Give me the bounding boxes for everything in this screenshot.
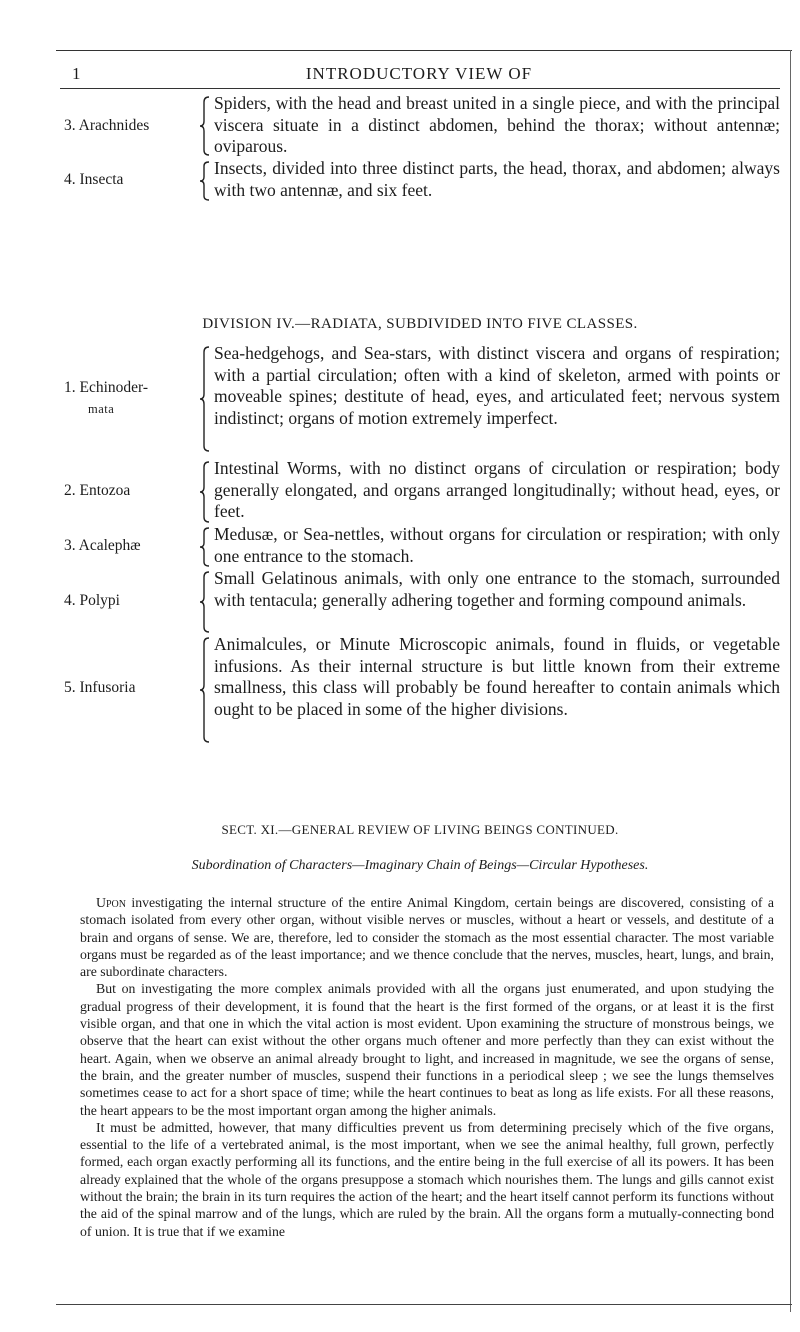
page-header	[58, 64, 780, 90]
left-brace-icon	[199, 527, 211, 567]
page-frame-bottom-rule	[56, 1304, 792, 1305]
page-frame-top-rule	[56, 50, 792, 51]
class-description: Insects, divided into three distinct parts, the head, thorax, and abdomen; always with two antennæ, and six feet.	[214, 158, 780, 200]
left-brace-icon	[199, 96, 211, 156]
class-description: Intestinal Worms, with no distinct organs of circulation or respiration; body generally elongated, and organs arranged longitudinally; without head, eyes, or feet.	[214, 458, 780, 522]
class-entry-infusoria	[64, 634, 780, 746]
class-description: Sea-hedgehogs, and Sea-stars, with distinct viscera and organs of respiration; with a partial circulation; often with a kind of skeleton, armed with points or moveable spines; destitute of head, eyes, and articulated feet; nervous system indistinct; organs of motion extremely imperfect.	[214, 343, 780, 428]
class-description: Medusæ, or Sea-nettles, without organs for circulation or respiration; with only one entrance to the stomach.	[214, 524, 780, 566]
paragraph: It must be admitted, however, that many difficulties prevent us from determining precisely which of the five organs, essential to the life of a vertebrated animal, is the most important, when we see the animal healthy, full grown, perfectly formed, each organ exactly performing all its functions, and the entire being in the full exercise of all its powers. It has been already explained that the whole of the organs presuppose a stomach which nourishes them. The lungs and gills cannot exist without the brain; the brain in its turn requires the action of the heart; and the heart itself cannot perform its functions without the aid of the spinal marrow and of the lungs, which are ruled by the brain. All the organs form a mutually-connecting bond of union. It is true that if we examine	[80, 1119, 774, 1239]
class-name-text: 4. Insecta	[64, 171, 124, 188]
left-brace-icon	[199, 461, 211, 523]
left-brace-icon	[199, 571, 211, 633]
class-name	[64, 169, 123, 190]
class-name-text: 1. Echinoder-	[64, 379, 149, 396]
left-brace-icon	[199, 161, 211, 201]
class-entry-acalephae	[64, 524, 780, 570]
class-name-text: 5. Infusoria	[64, 679, 136, 696]
paragraph: But on investigating the more complex animals provided with all the organs just enumerated, and upon studying the gradual progress of their development, it is found that the heart is the first formed of the organs, or at least it is the first visible organ, and that one in which the vital action is most evident. Upon examining the structure of monstrous beings, we observe that the heart can exist without the other organs much oftener and more perfectly than they can exist without the heart. Again, when we observe an animal already brought to light, and increased in magnitude, we see the organs of sense, the brain, and the greater number of muscles, suspend their functions in a periodical sleep ; we see the lungs themselves sometimes cease to act for a short space of time; while the heart continues to beat as long as life exists. For all these reasons, the heart appears to be the most important organ among the higher animals.	[80, 981, 774, 1118]
class-entry-echinodermata	[64, 343, 780, 455]
section-subtitle: Subordination of Characters—Imaginary Chain of Beings—Circular Hypotheses.	[191, 858, 649, 873]
class-entry-arachnides	[64, 93, 780, 159]
paragraph-text: investigating the internal structure of the entire Animal Kingdom, certain beings are discovered, consisting of a stomach isolated from every other organ, without visible nerves or muscles, without a heart or vessels, and destitute of a brain and organs of sense. We are, therefore, led to consider the stomach as the most essential character. The most variable organs must be regarded as of the least importance; and we thence conclude that the nerves, muscles, heart, lungs, and brain, are subordinate characters.	[80, 895, 775, 980]
class-name-text: 4. Polypi	[64, 592, 120, 609]
section-heading: SECT. XI.—GENERAL REVIEW OF LIVING BEINGS CONTINUED.	[221, 822, 619, 837]
page-frame-right-rule	[790, 50, 791, 1312]
opening-word: Upon	[96, 895, 126, 910]
header-rule	[60, 88, 780, 89]
left-brace-icon	[199, 637, 211, 743]
class-name	[64, 590, 120, 611]
class-entry-polypi	[64, 568, 780, 636]
body-text	[80, 894, 774, 1240]
paragraph	[80, 894, 774, 980]
class-name-text: 2. Entozoa	[64, 482, 131, 499]
class-description: Animalcules, or Minute Microscopic animals, found in fluids, or vegetable infusions. As their internal structure is but little known from their extreme smallness, this class will probably be found hereafter to contain animals which ought to be placed in some of the higher divisions.	[214, 634, 780, 719]
running-title: INTRODUCTORY VIEW OF	[305, 64, 533, 83]
left-brace-icon	[199, 346, 211, 452]
class-name	[64, 115, 149, 136]
class-description: Small Gelatinous animals, with only one entrance to the stomach, surrounded with tentacula; generally adhering together and forming compound animals.	[214, 568, 780, 610]
class-name	[64, 480, 130, 501]
class-entry-insecta	[64, 158, 780, 204]
page-number: 1	[72, 64, 81, 83]
class-name	[64, 377, 148, 420]
class-name-text: 3. Acalephæ	[64, 537, 141, 554]
class-entry-entozoa	[64, 458, 780, 526]
class-name	[64, 535, 141, 556]
class-name-continuation: mata	[88, 402, 115, 416]
class-name	[64, 677, 135, 698]
class-description: Spiders, with the head and breast united in a single piece, and with the principal viscera situate in a distinct abdomen, behind the thorax; without antennæ; oviparous.	[214, 93, 780, 157]
class-name-text: 3. Arachnides	[64, 117, 150, 134]
division-heading: DIVISION IV.—RADIATA, SUBDIVIDED INTO FIVE CLASSES.	[202, 316, 638, 332]
